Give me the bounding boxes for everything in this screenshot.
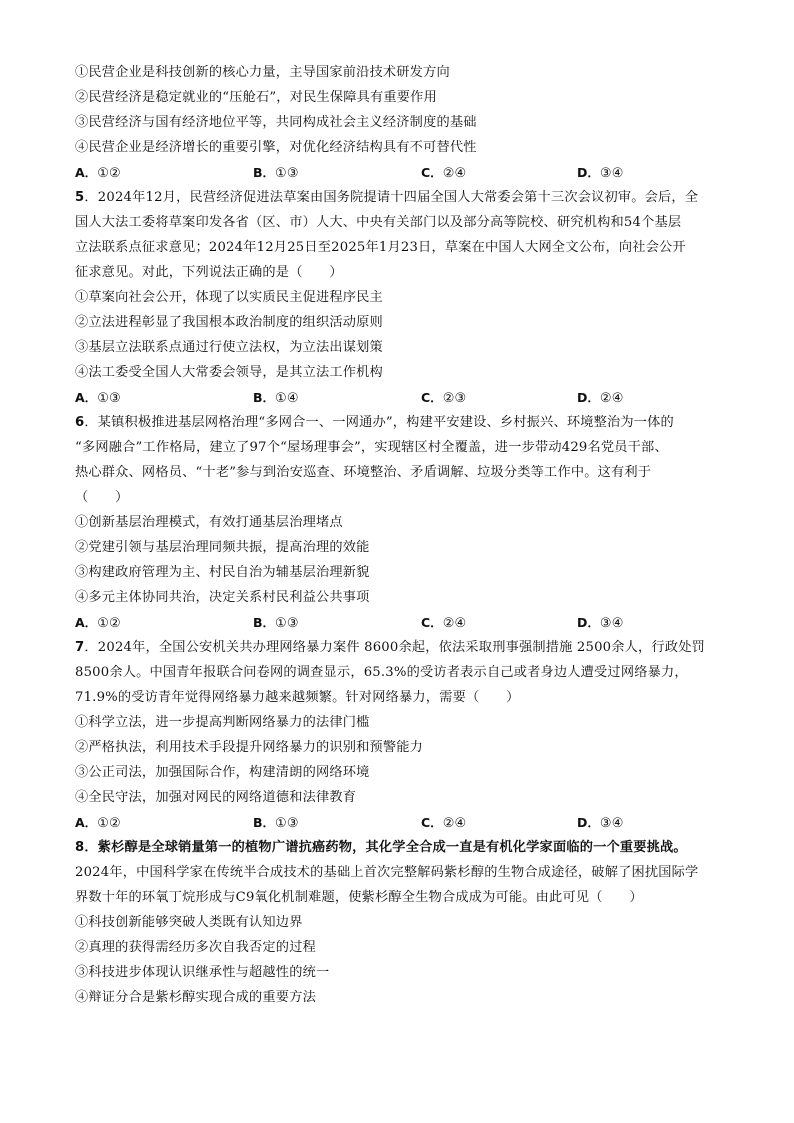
- q5-number: 5: [75, 190, 85, 205]
- q5-statement-4: ④法工委受全国人大常委会领导，是其立法工作机构: [75, 365, 383, 380]
- q7-statement-2: ②严格执法，利用技术手段提升网络暴力的识别和预警能力: [75, 740, 424, 755]
- q6-option-b[interactable]: B．①③: [253, 615, 299, 631]
- q8-stem-line-2: 2024年，中国科学家在传统半合成技术的基础上首次完整解码紫杉醇的生物合成途径，破解了困扰国际学: [75, 865, 699, 880]
- q5-statement-3: ③基层立法联系点通过行使立法权，为立法出谋划策: [75, 340, 383, 355]
- q5-statement-2: ②立法进程彰显了我国根本政治制度的组织活动原则: [75, 315, 383, 330]
- q5-options: [75, 389, 735, 407]
- q8-stem-line-1: 8．紫杉醇是全球销量第一的植物广谱抗癌药物，其化学全合成一直是有机化学家面临的一个重要挑战。: [75, 840, 687, 855]
- q7-option-c[interactable]: C．②④: [421, 815, 467, 831]
- q5-option-a[interactable]: A．①③: [75, 390, 121, 406]
- q4-option-c[interactable]: C．②④: [421, 165, 467, 181]
- q6-stem-line-3: 热心群众、网格员、“十老”参与到治安巡查、环境整治、矛盾调解、垃圾分类等工作中。这有利于: [75, 465, 652, 480]
- q5-stem-line-4: 征求意见。对此，下列说法正确的是（ ）: [75, 265, 343, 280]
- q7-number: 7: [75, 640, 85, 655]
- q4-option-d[interactable]: D．③④: [577, 165, 624, 181]
- q7-statement-1: ①科学立法，进一步提高判断网络暴力的法律门槛: [75, 715, 370, 730]
- q4-option-a[interactable]: A．①②: [75, 165, 121, 181]
- q4-statement-1: ①民营企业是科技创新的核心力量，主导国家前沿技术研发方向: [75, 65, 450, 80]
- q7-statement-4: ④全民守法，加强对网民的网络道德和法律教育: [75, 790, 357, 805]
- q6-statement-1: ①创新基层治理模式，有效打通基层治理堵点: [75, 515, 343, 530]
- q7-stem-line-2: 8500余人。中国青年报联合问卷网的调查显示，65.3%的受访者表示自己或者身边人遭受过网络暴力，: [75, 665, 688, 680]
- q8-number: 8: [75, 840, 85, 855]
- q5-option-b[interactable]: B．①④: [253, 390, 299, 406]
- q7-stem-line-1: 7．2024年，全国公安机关共办理网络暴力案件 8600余起，依法采取刑事强制措施 2500余人，行政处罚: [75, 640, 705, 655]
- q4-options: [75, 164, 735, 182]
- q7-stem-line-3: 71.9%的受访青年觉得网络暴力越来越频繁。针对网络暴力，需要（ ）: [75, 690, 520, 705]
- q6-statement-4: ④多元主体协同共治，决定关系村民利益公共事项: [75, 590, 370, 605]
- q8-statement-3: ③科技进步体现认识继承性与超越性的统一: [75, 965, 330, 980]
- q4-statement-2: ②民营经济是稳定就业的“压舱石”，对民生保障具有重要作用: [75, 90, 437, 105]
- q4-statement-4: ④民营企业是经济增长的重要引擎，对优化经济结构具有不可替代性: [75, 140, 477, 155]
- q6-option-d[interactable]: D．③④: [577, 615, 624, 631]
- q6-statement-3: ③构建政府管理为主、村民自治为辅基层治理新貌: [75, 565, 370, 580]
- q6-stem-line-2: “多网融合”工作格局，建立了97个“屋场理事会”，实现辖区村全覆盖，进一步带动429名党员干部、: [75, 440, 668, 455]
- q6-option-c[interactable]: C．②④: [421, 615, 467, 631]
- q5-stem-line-1: 5．2024年12月，民营经济促进法草案由国务院提请十四届全国人大常委会第十三次会议初审。会后，全: [75, 190, 699, 205]
- q7-option-d[interactable]: D．③④: [577, 815, 624, 831]
- q6-options: [75, 614, 735, 632]
- q4-statement-3: ③民营经济与国有经济地位平等，共同构成社会主义经济制度的基础: [75, 115, 477, 130]
- q7-options: [75, 814, 735, 832]
- q6-stem-line-1: 6．某镇积极推进基层网格治理“多网合一、一网通办”，构建平安建设、乡村振兴、环境整治为一体的: [75, 415, 674, 430]
- q5-statement-1: ①草案向社会公开，体现了以实质民主促进程序民主: [75, 290, 383, 305]
- q5-stem-line-2: 国人大法工委将草案印发各省（区、市）人大、中央有关部门以及部分高等院校、研究机构和54个基层: [75, 215, 682, 230]
- q7-option-a[interactable]: A．①②: [75, 815, 121, 831]
- q8-statement-1: ①科技创新能够突破人类既有认知边界: [75, 915, 303, 930]
- q6-number: 6: [75, 415, 85, 430]
- q7-option-b[interactable]: B．①③: [253, 815, 299, 831]
- q8-statement-2: ②真理的获得需经历多次自我否定的过程: [75, 940, 316, 955]
- q8-statement-4: ④辩证分合是紫杉醇实现合成的重要方法: [75, 990, 316, 1005]
- q6-option-a[interactable]: A．①②: [75, 615, 121, 631]
- q6-stem-line-4: （ ）: [75, 490, 129, 505]
- q5-stem-line-3: 立法联系点征求意见；2024年12月25日至2025年1月23日，草案在中国人大网全文公布，向社会公开: [75, 240, 686, 255]
- q6-statement-2: ②党建引领与基层治理同频共振，提高治理的效能: [75, 540, 370, 555]
- q8-stem-line-3: 界数十年的环氧丁烷形成与C9氧化机制难题，使紫杉醇全生物合成成为可能。由此可见（ ）: [75, 890, 643, 905]
- q7-statement-3: ③公正司法，加强国际合作，构建清朗的网络环境: [75, 765, 370, 780]
- q4-option-b[interactable]: B．①③: [253, 165, 299, 181]
- q5-option-c[interactable]: C．②③: [421, 390, 467, 406]
- q5-option-d[interactable]: D．②④: [577, 390, 624, 406]
